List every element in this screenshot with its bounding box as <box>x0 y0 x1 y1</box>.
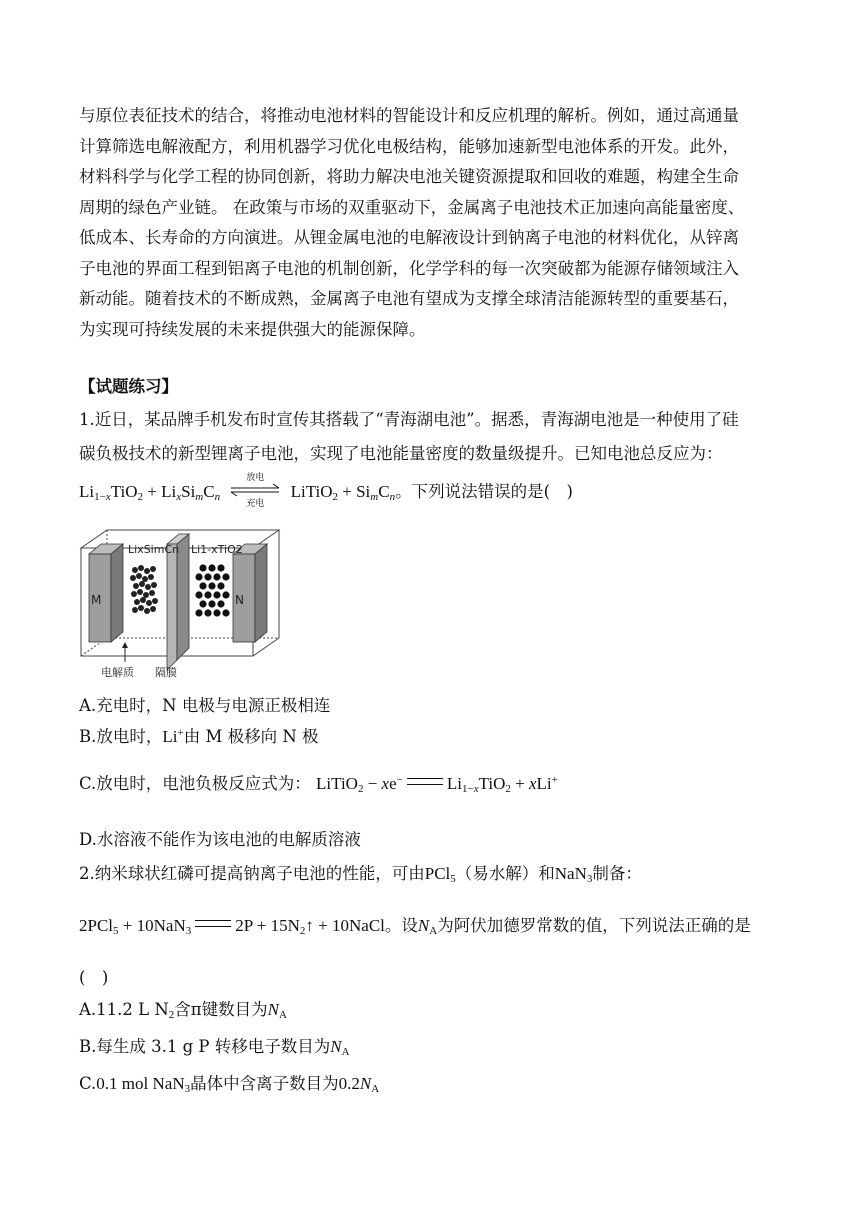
intro-line: 新动能。随着技术的不断成熟，金属离子电池有望成为支撑全球清洁能源转型的重要基石， <box>79 289 739 308</box>
label-m: M <box>91 593 102 607</box>
intro-line: 子电池的界面工程到铝离子电池的机制创新，化学学科的每一次突破都为能源存储领域注入 <box>79 258 739 278</box>
intro-line: 周期的绿色产业链。 在政策与市场的双重驱动下，金属离子电池技术正加速向高能量密度、 <box>79 197 745 217</box>
q1-option-d: D.水溶液不能作为该电池的电解质溶液 <box>79 830 361 849</box>
label-n: N <box>235 593 244 607</box>
q2-option-b: B.每生成 3.1 g P 转移电子数目为$N_A$ <box>79 1037 350 1058</box>
label-separator: 隔膜 <box>155 666 177 679</box>
intro-line: 与原位表征技术的结合，将推动电池材料的智能设计和反应机理的解析。例如，通过高通量 <box>79 106 739 125</box>
q2-line2: 2PCl$_5$ + 10NaN$_3$ $2P + 15N_2↑$ + 10NaCl。设$N_A$为阿伏加德罗常数的值，下列说法正确的是 <box>79 916 751 937</box>
q2-bracket: ( ) <box>79 968 109 987</box>
intro-line: 低成本、长寿命的方向演进。从锂金属电池的电解液设计到钠离子电池的材料优化，从锌离 <box>79 228 739 247</box>
label-electrolyte: 电解质 <box>101 666 134 679</box>
q2-option-a: A.11.2 L $N_2$含π键数目为$N_A$ <box>79 1000 287 1021</box>
q1-option-a: A.充电时，N 电极与电源正极相连 <box>79 696 331 715</box>
lithium-titanate-particles <box>195 564 229 616</box>
q2-equation: 2PCl$_5$ + 10NaN$_3$ $2P + 15N_2↑$ + 10NaCl <box>79 916 385 937</box>
pointer-arrow-icon <box>122 642 128 648</box>
q1-line2: 碳负极技术的新型锂离子电池，实现了电池能量密度的数量级提升。已知电池总反应为： <box>79 444 723 463</box>
section-title: 【试题练习】 <box>79 377 178 396</box>
q1-option-c: C.放电时，电池负极反应式为： LiTiO$_2$ − xe− $Li_{1-x}TiO_2 + xLi^+$ <box>79 774 558 795</box>
intro-line: 计算筛选电解液配方，利用机器学习优化电极结构，能够加速新型电池体系的开发。此外， <box>79 136 739 156</box>
q1-reactants: $Li_{1-x}TiO_2 + Li_xSi_mC_n$ <box>79 482 221 503</box>
q1-line1: 1.近日，某品牌手机发布时宣传其搭载了“青海湖电池”。据悉，青海湖电池是一种使用了硅 <box>79 410 739 429</box>
q1-prompt: 。下列说法错误的是( ) <box>395 482 573 501</box>
q2-line1: 2.纳米球状红磷可提高钠离子电池的性能，可由PCl$_5$（易水解）和NaN$_3$制备： <box>79 864 642 885</box>
q1-products: LiTiO$_2$ + $Si_mC_n$ <box>290 482 396 503</box>
label-right-material: Li1-xTiO2 <box>191 543 243 556</box>
q1-equation <box>79 473 573 509</box>
silicon-carbon-particles <box>130 565 158 614</box>
battery-diagram <box>79 520 299 680</box>
intro-line: 材料科学与化学工程的协同创新，将助力解决电池关键资源提取和回收的难题，构建全生命 <box>79 167 739 186</box>
q1-option-c-equation: LiTiO$_2$ − xe− $Li_{1-x}TiO_2 + xLi^+$ <box>316 774 558 795</box>
q2-option-c: C.0.1 mol NaN$_3$晶体中含离子数目为$0.2N_A$ <box>79 1074 380 1095</box>
intro-paragraph <box>79 101 779 345</box>
battery-diagram-svg <box>79 520 299 680</box>
q1-option-b: B.放电时，Li+由 M 极移向 N 极 <box>79 727 319 746</box>
intro-line: 为实现可持续发展的未来提供强大的能源保障。 <box>79 319 426 339</box>
reversible-arrow: 放电 充电 <box>227 480 283 500</box>
label-left-material: LixSimCn <box>128 543 180 556</box>
